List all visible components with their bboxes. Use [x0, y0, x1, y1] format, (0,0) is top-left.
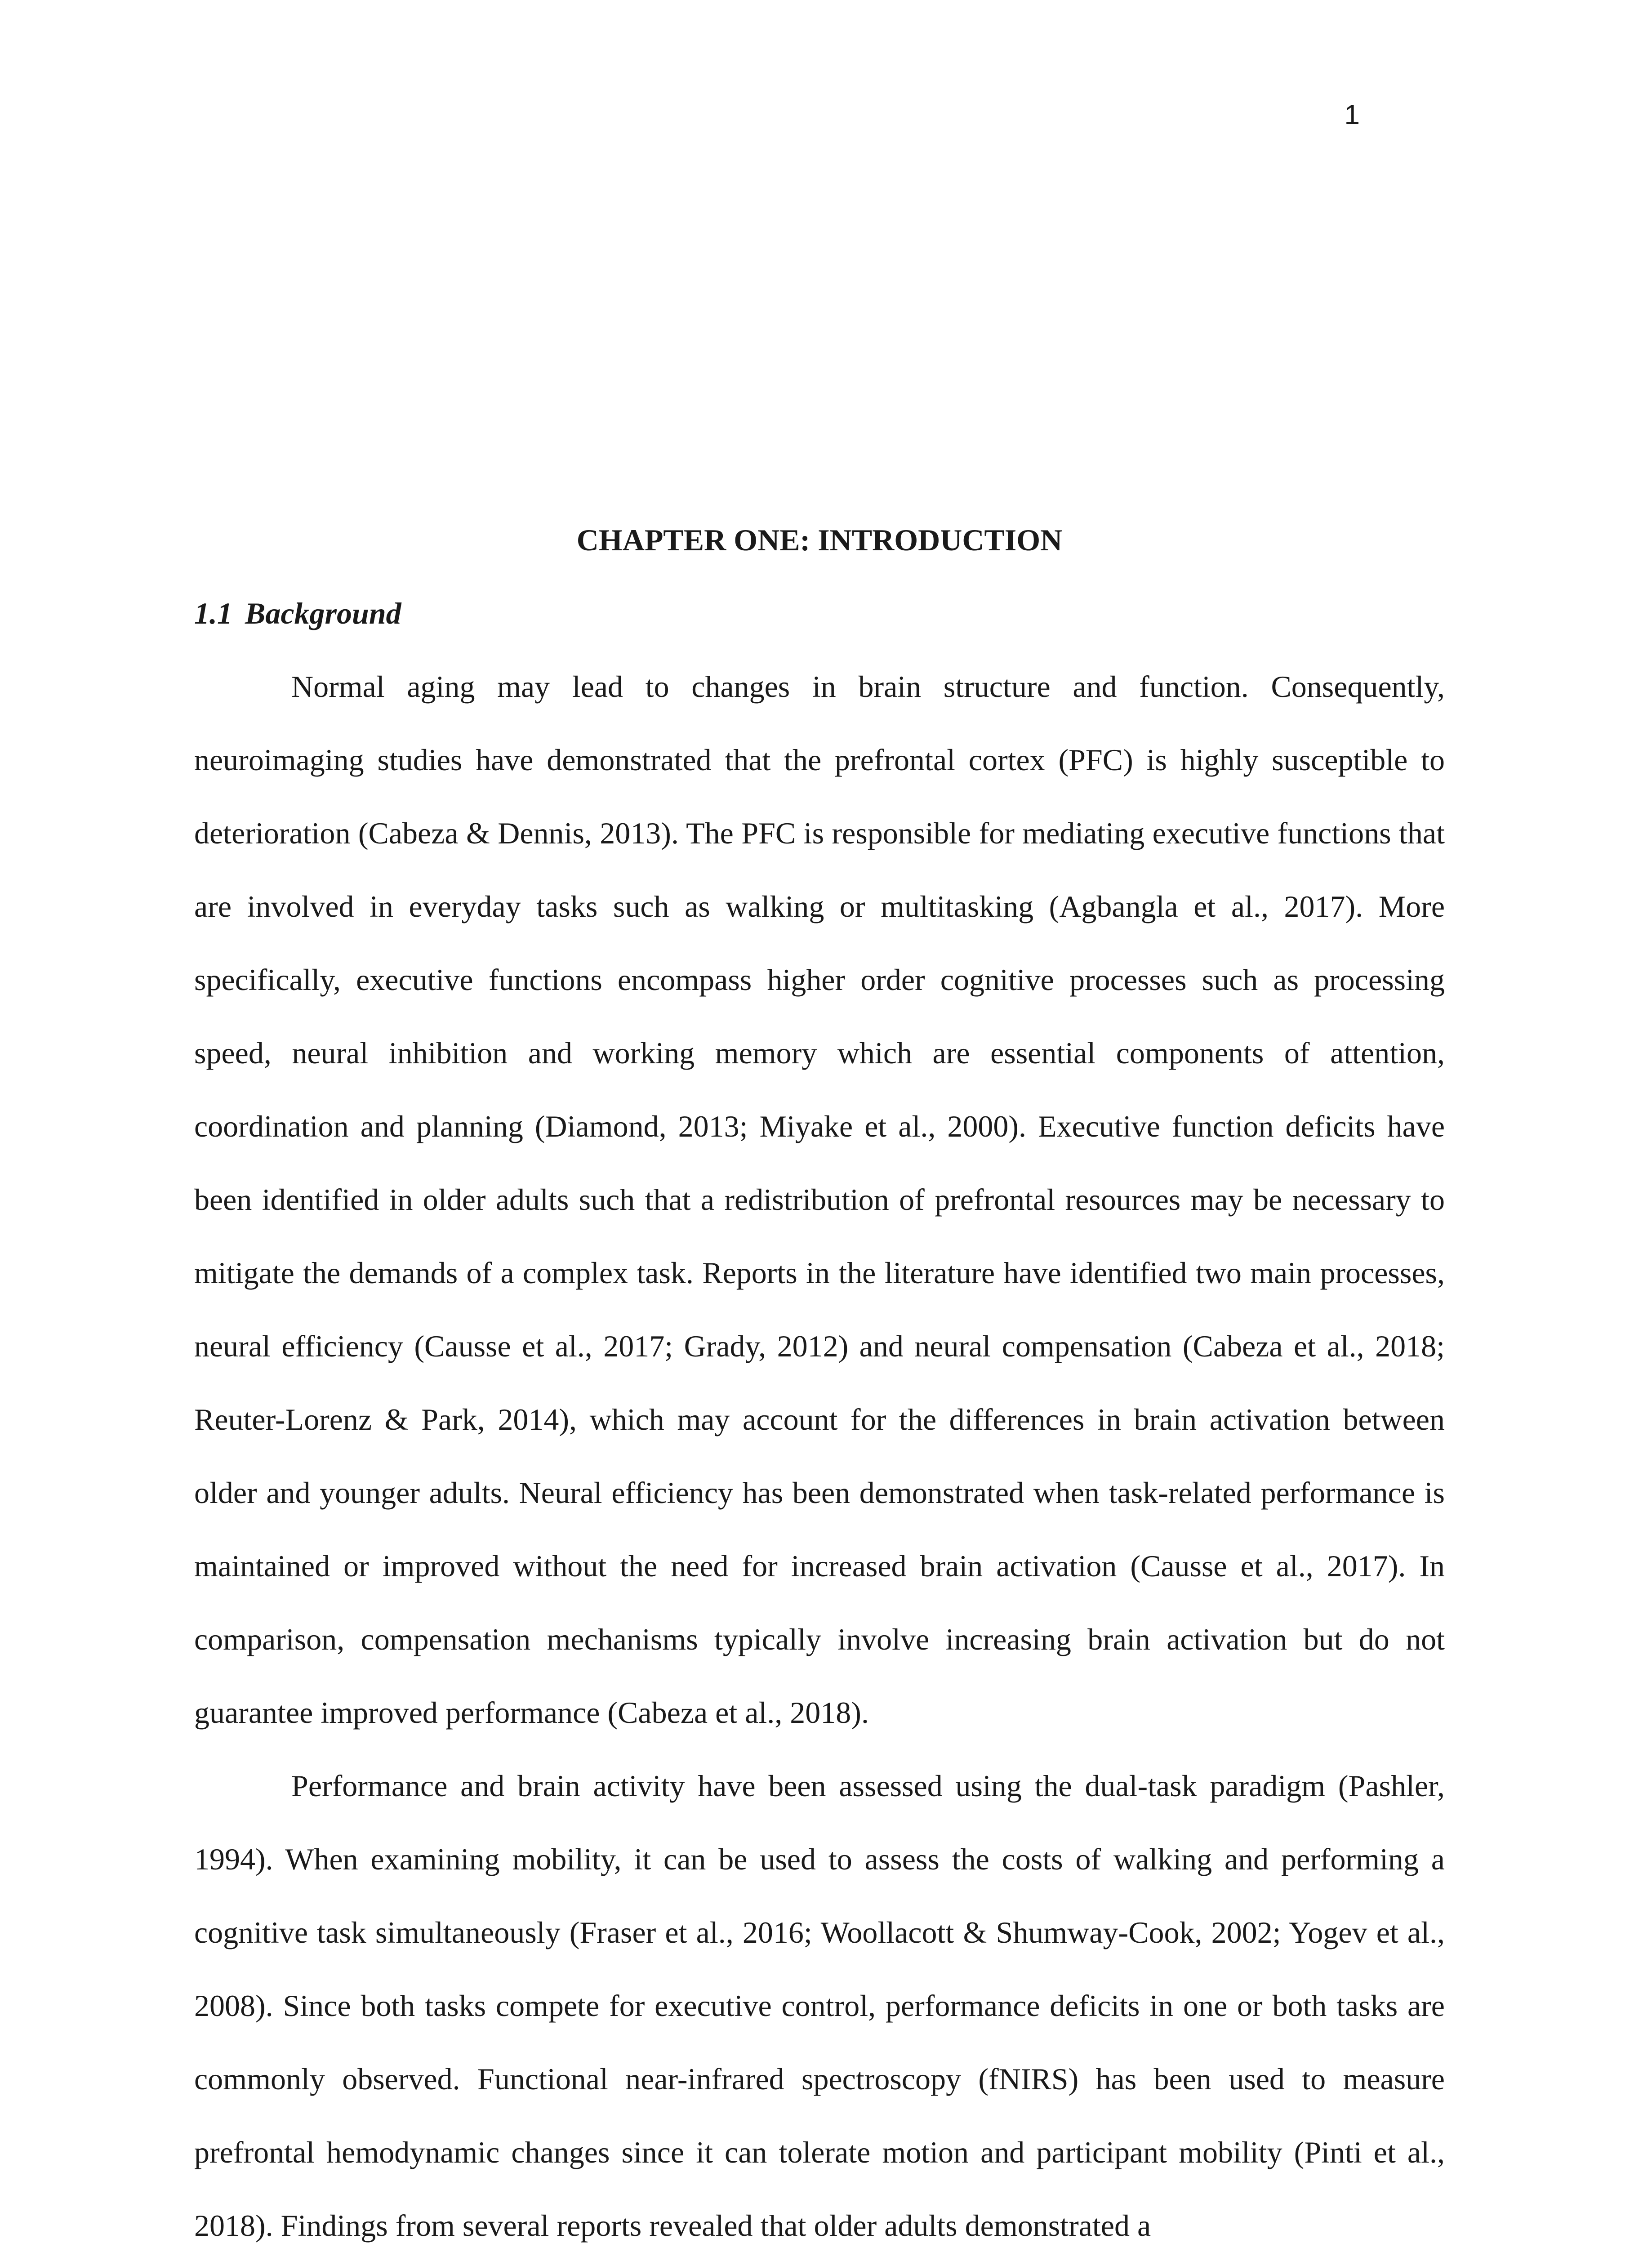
section-heading: [194, 577, 1445, 650]
chapter-title: CHAPTER ONE: INTRODUCTION: [576, 523, 1063, 557]
paragraph: Performance and brain activity have been assessed using the dual-task paradigm (Pashler, 1994). When examining mobility, it can be used to assess the costs of walking and performing a cognitive task simultaneously (Fraser et al., 2016; Woollacott & Shumway-Cook, 2002; Yogev et al., 2008). Since both tasks compete for executive control, performance deficits in one or both tasks are commonly observed. Functional near-infrared spectroscopy (fNIRS) has been used to measure prefrontal hemodynamic changes since it can tolerate motion and participant mobility (Pinti et al., 2018). Findings from several reports revealed that older adults demonstrated a: [194, 1769, 1445, 2243]
page-number: 1: [1344, 99, 1360, 130]
section-number: 1.1: [194, 596, 232, 630]
paragraph: Normal aging may lead to changes in brain structure and function. Consequently, neuroimaging studies have demonstrated that the prefrontal cortex (PFC) is highly susceptible to deterioration (Cabeza & Dennis, 2013). The PFC is responsible for mediating executive functions that are involved in everyday tasks such as walking or multitasking (Agbangla et al., 2017). More specifically, executive functions encompass higher order cognitive processes such as processing speed, neural inhibition and working memory which are essential components of attention, coordination and planning (Diamond, 2013; Miyake et al., 2000). Executive function deficits have been identified in older adults such that a redistribution of prefrontal resources may be necessary to mitigate the demands of a complex task. Reports in the literature have identified two main processes, neural efficiency (Causse et al., 2017; Grady, 2012) and neural compensation (Cabeza et al., 2018; Reuter-Lorenz & Park, 2014), which may account for the differences in brain activation between older and younger adults. Neural efficiency has been demonstrated when task-related performance is maintained or improved without the need for increased brain activation (Causse et al., 2017). In comparison, compensation mechanisms typically involve increasing brain activation but do not guarantee improved performance (Cabeza et al., 2018).: [194, 669, 1445, 1730]
body-text: [194, 504, 1445, 2248]
section-title: Background: [245, 596, 401, 630]
